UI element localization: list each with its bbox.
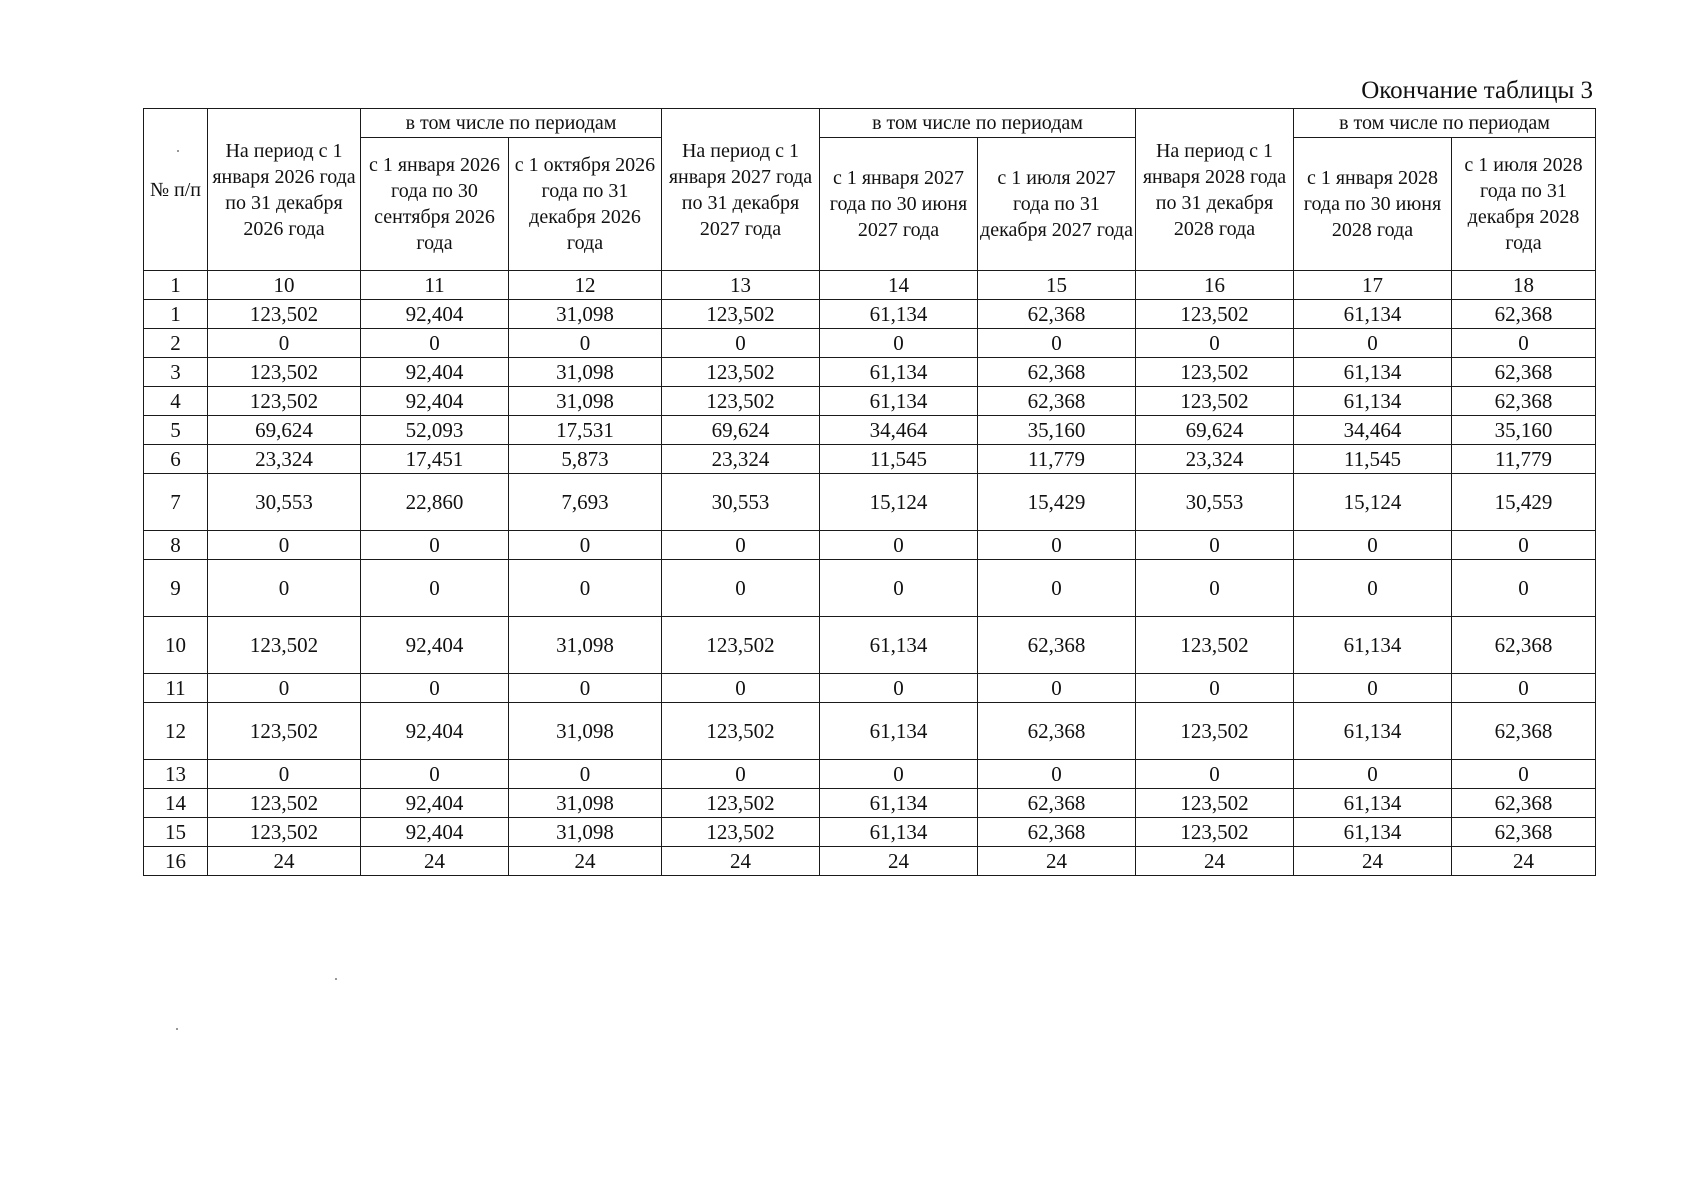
header-sub-2028-b: с 1 июля 2028 года по 31 декабря 2028 года [1452,138,1596,271]
value-cell: 0 [1452,674,1596,703]
value-cell: 123,502 [208,387,361,416]
value-cell: 62,368 [978,387,1136,416]
table-row [144,329,1596,358]
row-number-cell: 15 [144,818,208,847]
value-cell: 61,134 [820,818,978,847]
value-cell: 11,779 [978,445,1136,474]
value-cell: 24 [509,847,662,876]
value-cell: 0 [208,674,361,703]
value-cell: 11,545 [820,445,978,474]
value-cell: 0 [820,674,978,703]
column-number: 16 [1136,271,1294,300]
value-cell: 62,368 [1452,818,1596,847]
table-row [144,789,1596,818]
value-cell: 24 [208,847,361,876]
header-row-top [144,109,1596,138]
value-cell: 31,098 [509,358,662,387]
column-number: 17 [1294,271,1452,300]
value-cell: 62,368 [1452,387,1596,416]
value-cell: 123,502 [662,617,820,674]
value-cell: 5,873 [509,445,662,474]
value-cell: 0 [1136,760,1294,789]
scan-speck [335,978,337,980]
value-cell: 24 [1136,847,1294,876]
value-cell: 31,098 [509,789,662,818]
scan-speck [176,1028,178,1030]
value-cell: 17,451 [361,445,509,474]
value-cell: 15,124 [1294,474,1452,531]
value-cell: 61,134 [1294,789,1452,818]
value-cell: 123,502 [1136,387,1294,416]
row-number-cell: 12 [144,703,208,760]
value-cell: 62,368 [1452,789,1596,818]
value-cell: 30,553 [208,474,361,531]
value-cell: 22,860 [361,474,509,531]
value-cell: 62,368 [978,703,1136,760]
row-number-cell: 9 [144,560,208,617]
value-cell: 61,134 [1294,387,1452,416]
value-cell: 123,502 [662,300,820,329]
value-cell: 31,098 [509,300,662,329]
header-group-2026: в том числе по периодам [361,109,662,138]
value-cell: 0 [509,329,662,358]
value-cell: 30,553 [662,474,820,531]
table-row [144,300,1596,329]
header-period-2026: На период с 1 января 2026 года по 31 декабря 2026 года [208,109,361,271]
value-cell: 123,502 [662,789,820,818]
column-number: 18 [1452,271,1596,300]
value-cell: 31,098 [509,703,662,760]
value-cell: 35,160 [1452,416,1596,445]
table-row [144,445,1596,474]
value-cell: 34,464 [1294,416,1452,445]
value-cell: 0 [1136,560,1294,617]
value-cell: 69,624 [208,416,361,445]
value-cell: 0 [820,760,978,789]
value-cell: 23,324 [1136,445,1294,474]
column-number: 15 [978,271,1136,300]
row-number-cell: 11 [144,674,208,703]
value-cell: 0 [978,329,1136,358]
table-row [144,818,1596,847]
value-cell: 61,134 [1294,818,1452,847]
row-number-cell: 13 [144,760,208,789]
value-cell: 61,134 [1294,703,1452,760]
value-cell: 0 [361,560,509,617]
value-cell: 0 [1294,760,1452,789]
value-cell: 11,779 [1452,445,1596,474]
column-number: 10 [208,271,361,300]
header-sub-2026-a: с 1 января 2026 года по 30 сентября 2026 года [361,138,509,271]
value-cell: 24 [820,847,978,876]
value-cell: 0 [208,531,361,560]
header-period-2027: На период с 1 января 2027 года по 31 декабря 2027 года [662,109,820,271]
value-cell: 0 [1452,560,1596,617]
value-cell: 0 [361,329,509,358]
value-cell: 0 [509,760,662,789]
column-number: 11 [361,271,509,300]
value-cell: 61,134 [820,358,978,387]
table-row [144,847,1596,876]
value-cell: 0 [1294,560,1452,617]
value-cell: 0 [208,329,361,358]
value-cell: 0 [361,674,509,703]
value-cell: 62,368 [978,617,1136,674]
value-cell: 62,368 [978,300,1136,329]
value-cell: 123,502 [208,358,361,387]
value-cell: 123,502 [1136,300,1294,329]
header-period-2028: На период с 1 января 2028 года по 31 декабря 2028 года [1136,109,1294,271]
column-number: 1 [144,271,208,300]
value-cell: 0 [978,760,1136,789]
value-cell: 24 [978,847,1136,876]
value-cell: 92,404 [361,617,509,674]
value-cell: 0 [1294,531,1452,560]
value-cell: 17,531 [509,416,662,445]
value-cell: 69,624 [1136,416,1294,445]
column-number-row [144,271,1596,300]
value-cell: 61,134 [820,300,978,329]
value-cell: 0 [662,531,820,560]
value-cell: 92,404 [361,789,509,818]
value-cell: 24 [1294,847,1452,876]
value-cell: 123,502 [1136,703,1294,760]
value-cell: 11,545 [1294,445,1452,474]
value-cell: 61,134 [820,387,978,416]
value-cell: 31,098 [509,617,662,674]
row-number-cell: 14 [144,789,208,818]
value-cell: 23,324 [208,445,361,474]
value-cell: 92,404 [361,358,509,387]
value-cell: 123,502 [662,703,820,760]
value-cell: 62,368 [1452,358,1596,387]
value-cell: 123,502 [1136,818,1294,847]
value-cell: 123,502 [208,818,361,847]
value-cell: 0 [1294,674,1452,703]
value-cell: 92,404 [361,818,509,847]
header-sub-2028-a: с 1 января 2028 года по 30 июня 2028 года [1294,138,1452,271]
value-cell: 123,502 [208,703,361,760]
value-cell: 62,368 [1452,300,1596,329]
value-cell: 61,134 [820,789,978,818]
value-cell: 0 [820,560,978,617]
data-table [143,108,1596,876]
value-cell: 0 [1452,329,1596,358]
table-row [144,416,1596,445]
value-cell: 15,429 [978,474,1136,531]
value-cell: 30,553 [1136,474,1294,531]
table-row [144,617,1596,674]
table-row [144,674,1596,703]
value-cell: 0 [1452,531,1596,560]
value-cell: 123,502 [1136,789,1294,818]
value-cell: 15,124 [820,474,978,531]
value-cell: 61,134 [1294,300,1452,329]
header-sub-2026-b: с 1 октября 2026 года по 31 декабря 2026 года [509,138,662,271]
table-row [144,387,1596,416]
table-row [144,474,1596,531]
value-cell: 0 [1136,329,1294,358]
value-cell: 123,502 [208,789,361,818]
value-cell: 0 [820,329,978,358]
row-number-cell: 16 [144,847,208,876]
value-cell: 24 [662,847,820,876]
value-cell: 69,624 [662,416,820,445]
column-number: 12 [509,271,662,300]
value-cell: 61,134 [820,703,978,760]
value-cell: 24 [1452,847,1596,876]
row-number-cell: 1 [144,300,208,329]
value-cell: 0 [509,560,662,617]
header-group-2027: в том числе по периодам [820,109,1136,138]
value-cell: 23,324 [662,445,820,474]
value-cell: 7,693 [509,474,662,531]
value-cell: 62,368 [978,789,1136,818]
scan-speck [177,150,179,152]
value-cell: 0 [1452,760,1596,789]
value-cell: 123,502 [1136,358,1294,387]
row-number-cell: 8 [144,531,208,560]
table-row [144,760,1596,789]
value-cell: 31,098 [509,818,662,847]
value-cell: 31,098 [509,387,662,416]
row-number-cell: 3 [144,358,208,387]
value-cell: 34,464 [820,416,978,445]
value-cell: 0 [662,560,820,617]
value-cell: 92,404 [361,300,509,329]
header-sub-2027-b: с 1 июля 2027 года по 31 декабря 2027 года [978,138,1136,271]
value-cell: 62,368 [978,818,1136,847]
table-row [144,560,1596,617]
value-cell: 61,134 [1294,617,1452,674]
value-cell: 62,368 [978,358,1136,387]
value-cell: 123,502 [208,617,361,674]
row-number-cell: 4 [144,387,208,416]
table-body [144,300,1596,876]
value-cell: 15,429 [1452,474,1596,531]
value-cell: 123,502 [662,818,820,847]
row-number-cell: 5 [144,416,208,445]
table-row [144,703,1596,760]
value-cell: 123,502 [208,300,361,329]
value-cell: 62,368 [1452,703,1596,760]
value-cell: 0 [509,674,662,703]
value-cell: 0 [1136,531,1294,560]
value-cell: 0 [662,329,820,358]
value-cell: 0 [1136,674,1294,703]
value-cell: 123,502 [662,358,820,387]
value-cell: 0 [509,531,662,560]
row-number-cell: 10 [144,617,208,674]
value-cell: 52,093 [361,416,509,445]
table-caption: Окончание таблицы 3 [1361,77,1593,104]
value-cell: 24 [361,847,509,876]
value-cell: 61,134 [1294,358,1452,387]
column-number: 14 [820,271,978,300]
value-cell: 0 [978,674,1136,703]
value-cell: 0 [978,531,1136,560]
row-number-cell: 7 [144,474,208,531]
table-row [144,358,1596,387]
value-cell: 92,404 [361,703,509,760]
header-sub-2027-a: с 1 января 2027 года по 30 июня 2027 года [820,138,978,271]
value-cell: 62,368 [1452,617,1596,674]
value-cell: 0 [1294,329,1452,358]
header-row-sub [144,138,1596,271]
value-cell: 0 [208,760,361,789]
header-group-2028: в том числе по периодам [1294,109,1596,138]
value-cell: 61,134 [820,617,978,674]
value-cell: 0 [978,560,1136,617]
header-num: № п/п [144,109,208,271]
value-cell: 0 [662,674,820,703]
value-cell: 92,404 [361,387,509,416]
value-cell: 0 [208,560,361,617]
value-cell: 35,160 [978,416,1136,445]
value-cell: 0 [662,760,820,789]
table-row [144,531,1596,560]
value-cell: 0 [361,760,509,789]
row-number-cell: 2 [144,329,208,358]
value-cell: 123,502 [1136,617,1294,674]
value-cell: 0 [361,531,509,560]
column-number: 13 [662,271,820,300]
value-cell: 0 [820,531,978,560]
value-cell: 123,502 [662,387,820,416]
row-number-cell: 6 [144,445,208,474]
